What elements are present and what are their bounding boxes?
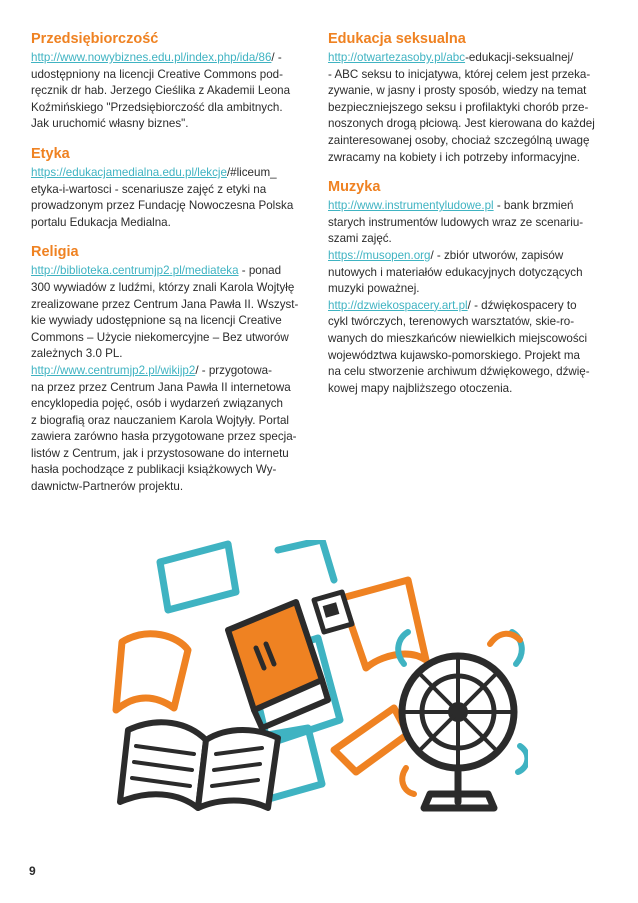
section-etyka [31,145,309,231]
resource-link[interactable]: http://dzwiekospacery.art.pl [328,298,468,312]
teal-paper-3 [278,540,334,580]
section-edukacja-seksualna [328,30,606,166]
body-text: dawnictw-Partnerów projektu. [31,480,184,494]
body-text: zywanie, w jasny i prosty sposób, wiedzy na temat [328,84,587,98]
left-column [31,30,309,508]
body-text: -edukacji-seksualnej/ [465,51,574,64]
section-body [31,263,309,495]
section-title: Edukacja seksualna [328,31,466,47]
body-text: Commons – Użycie niekomercyjne – Bez utworów [31,330,289,344]
body-text: zwracamy na kobiety i ich potrzeby informacyjne. [328,150,580,164]
teal-paper-1 [160,544,236,610]
resource-link[interactable]: https://musopen.org [328,248,431,262]
orange-paper-2 [342,580,426,668]
open-book-icon [120,722,278,808]
section-title: Etyka [31,145,70,162]
body-text: etyka-i-wartosci - scenariusze zajęć z etyki na [31,182,267,196]
body-text: / - dźwiękospacery to [467,298,577,312]
resource-link[interactable]: https://edukacjamedialna.edu.pl/lekcje [31,165,227,179]
body-text: noszonych drogą płciową. Jest kierowana do każdej [328,117,595,131]
body-text: bezpieczniejszego seksu i profilaktyki chorób prze- [328,100,589,114]
body-text: muzyki poważnej. [328,282,420,296]
resource-link[interactable]: http://www.instrumentyludowe.pl [328,199,494,213]
body-text: / - przygotowa- [195,363,272,377]
body-text: zainteresowanej osoby, chociaż szczególną uwagę [328,133,590,147]
body-text: udostępniony na licencji Creative Commons pod- [31,67,283,81]
resource-link[interactable]: http://www.centrumjp2.pl/wikijp2 [31,363,196,377]
body-text: Koźmińskiego "Przedsiębiorczość dla ambitnych. [31,100,283,114]
body-text: zawiera zarówno hasła przygotowane przez specja- [31,430,297,444]
book-cover [228,602,322,710]
resource-link[interactable]: http://otwartezasoby.pl/abc [328,51,466,64]
section-title: Muzyka [328,179,381,196]
body-text: hasła pochodzące z publikacji książkowych Wy- [31,463,277,477]
section-muzyka [328,178,606,397]
body-text: wanych do mieszkańców niewielkich miejscowości [328,331,588,345]
section-przedsiebiorczosc [31,30,309,133]
section-body [31,50,309,133]
body-text: starych instrumentów ludowych wraz ze scenariu- [328,215,584,229]
body-text: 300 wywiadów z ludźmi, którzy znali Karola Wojtyłę [31,280,295,294]
body-text: / - zbiór utworów, zapisów [430,248,564,262]
education-illustration [108,540,528,840]
section-title: Przedsiębiorczość [31,31,159,47]
body-text: - ABC seksu to inicjatywa, której celem jest przeka- [328,67,591,81]
body-text: - bank brzmień [493,199,574,213]
right-column [328,30,606,409]
orange-paper-1 [116,634,188,710]
resource-link[interactable]: http://biblioteka.centrumjp2.pl/mediateka [31,264,239,278]
body-text: na przez przez Centrum Jana Pawła II internetowa [31,380,291,394]
page-number: 9 [29,864,36,878]
body-text: kie wywiady udostępnione są na licencji Creative [31,314,282,328]
section-body [328,198,606,397]
body-text: nutowych i materiałów edukacyjnych dotyczących [328,265,583,279]
body-text: z biografią oraz nauczaniem Karola Wojtyły. Portal [31,413,289,427]
body-text: portalu Edukacja Medialna. [31,215,171,229]
body-text: zrealizowane przez Centrum Jana Pawła II. Wszyst- [31,297,299,311]
body-text: /#liceum_ [226,165,277,179]
body-text: na celu stworzenie archiwum dźwiękowego, dźwię- [328,365,590,379]
body-text: - ponad [238,264,282,278]
section-body [328,50,606,166]
body-text: Jak uruchomić własny biznes". [31,117,189,131]
section-body [31,165,309,231]
section-religia [31,243,309,495]
body-text: zależnych 3.0 PL. [31,347,123,361]
orange-paper-3 [334,708,408,772]
body-text: ręcznik dr hab. Jerzego Cieślika z Akademii Leona [31,84,291,98]
section-title: Religia [31,244,79,261]
body-text: encyklopedia pojęć, osób i wydarzeń związanych [31,397,283,411]
resource-link[interactable]: http://www.nowybiznes.edu.pl/index.php/ida/86 [31,51,272,64]
body-text: prowadzonym przez Fundację Nowoczesna Polska [31,199,294,213]
body-text: cykl twórczych, terenowych warsztatów, skie-ro- [328,315,575,329]
body-text: / - [271,51,282,64]
body-text: szami zajęć. [328,232,392,246]
body-text: województwa kujawsko-pomorskiego. Projekt ma [328,348,580,362]
body-text: listów z Centrum, jak i przystosowane do internetu [31,446,289,460]
body-text: kowej mapy najbliższego otoczenia. [328,381,513,395]
